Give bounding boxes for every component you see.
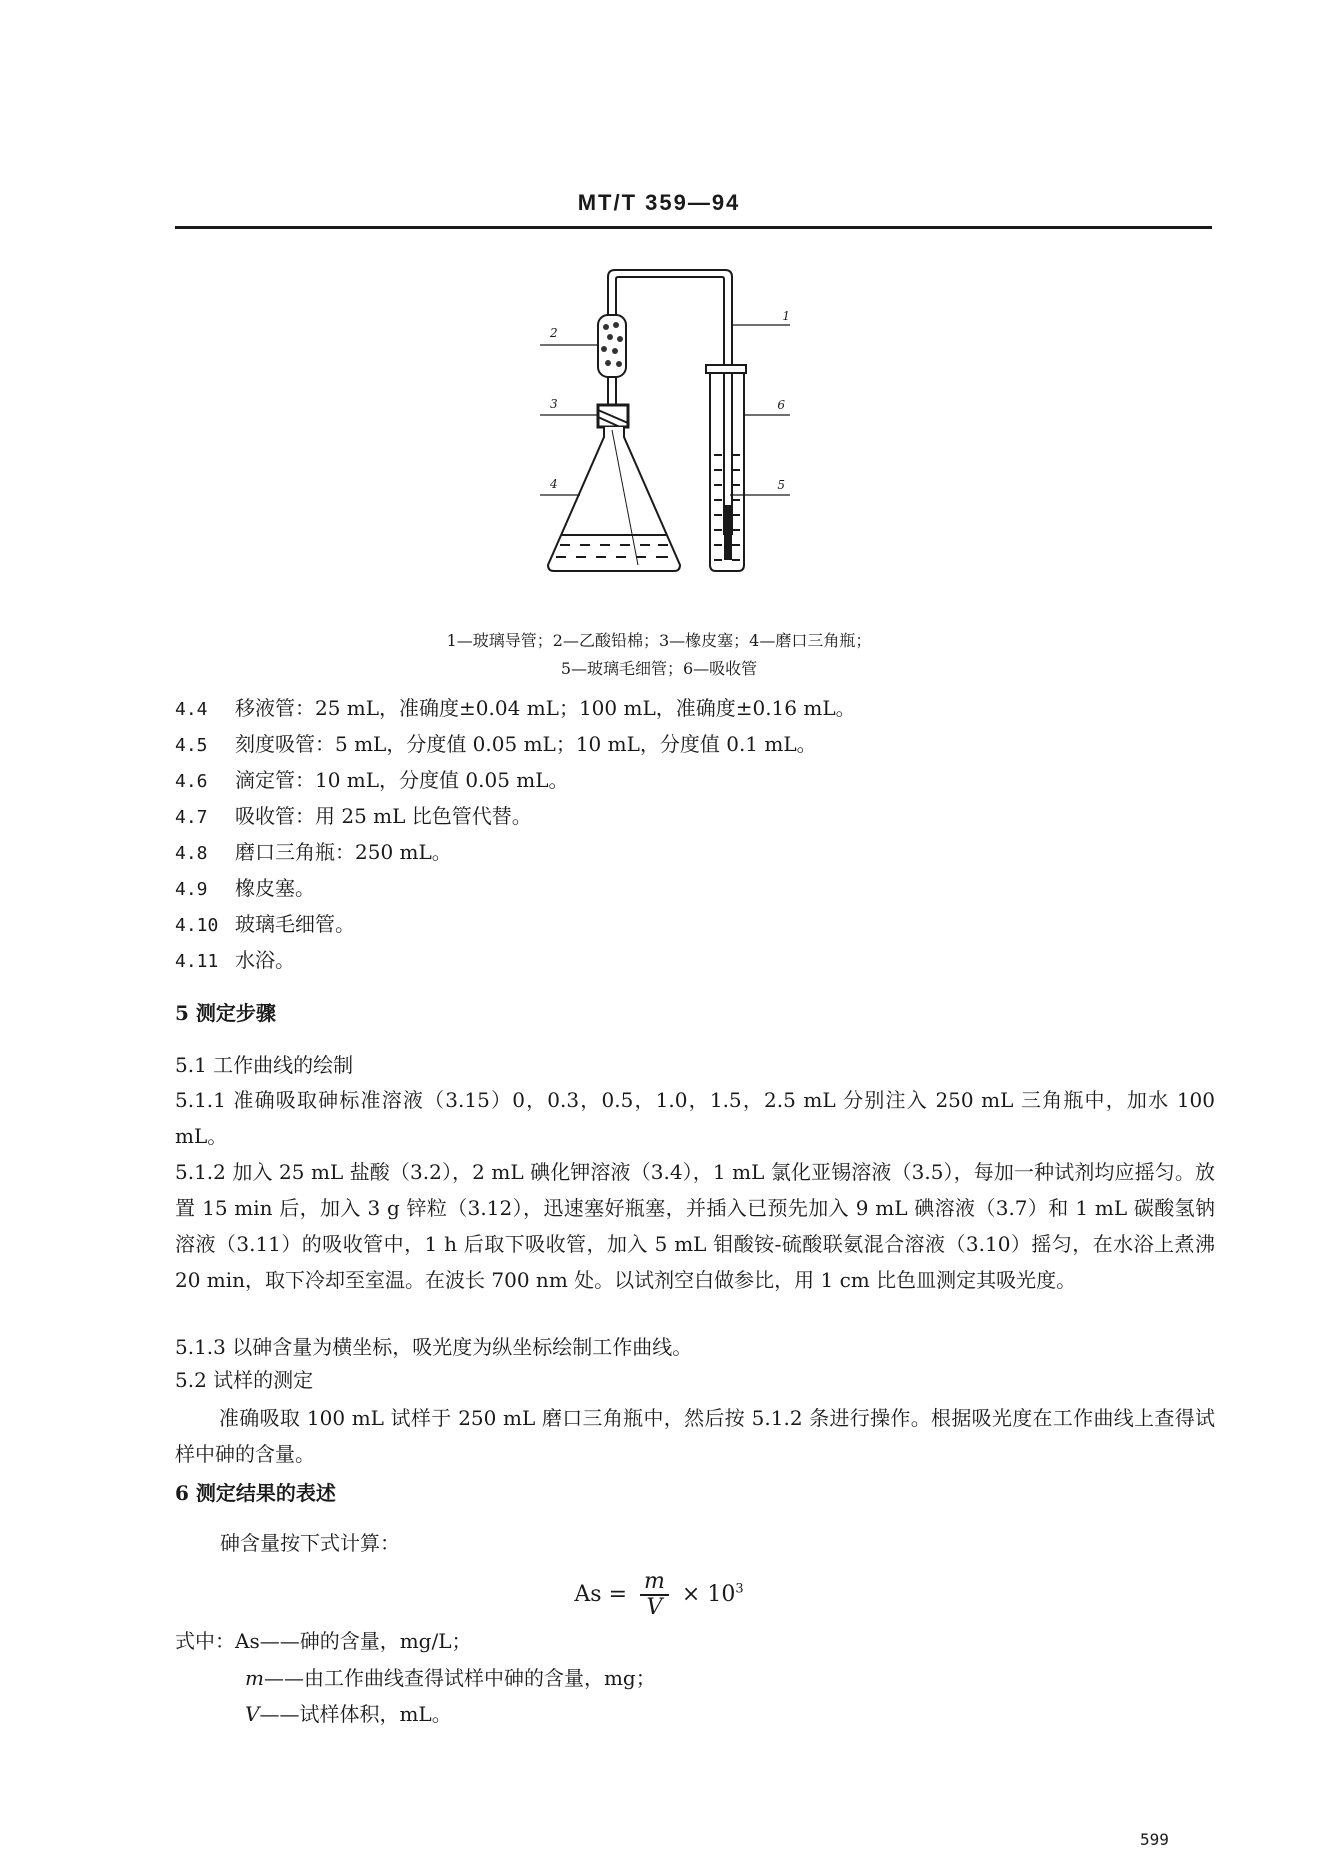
label-3: 3 xyxy=(550,397,558,411)
apparatus-diagram xyxy=(540,265,840,610)
equipment-item: 4.9 橡皮塞。 xyxy=(175,876,315,900)
equipment-item: 4.10 玻璃毛细管。 xyxy=(175,912,355,936)
paragraph-5-1-3: 5.1.3 以砷含量为横坐标，吸光度为纵坐标绘制工作曲线。 xyxy=(175,1335,693,1359)
section-5-title: 5 测定步骤 xyxy=(175,1001,276,1025)
subsection-5-1: 5.1 工作曲线的绘制 xyxy=(175,1053,354,1077)
paragraph-5-1-2: 5.1.2 加入 25 mL 盐酸（3.2），2 mL 碘化钾溶液（3.4），1 mL 氯化亚锡溶液（3.5），每加一种试剂均应摇匀。放置 15 min 后，加入 3 g 锌粒（3.12），迅速塞好瓶塞，并插入已预先加入 9 mL 碘溶液（3.7）和 1 mL 碳酸氢钠溶液（3.11）的吸收管中，1 h 后取下吸收管，加入 5 mL 钼酸铵-硫酸联氨混合溶液（3.10）摇匀，在水浴上煮沸 20 min，取下冷却至室温。在波长 700 nm 处。以试剂空白做参比，用 1 cm 比色皿测定其吸光度。 xyxy=(175,1160,1215,1292)
figure-caption-line-1: 1—玻璃导管；2—乙酸铅棉；3—橡皮塞；4—磨口三角瓶； xyxy=(446,631,872,650)
label-4: 4 xyxy=(550,477,558,491)
figure-caption-line-2: 5—玻璃毛细管；6—吸收管 xyxy=(560,659,758,678)
paragraph-5-1-1: 5.1.1 准确吸取砷标准溶液（3.15）0，0.3，0.5，1.0，1.5，2.5 mL 分别注入 250 mL 三角瓶中，加水 100 mL。 xyxy=(175,1088,1215,1148)
equipment-item: 4.5 刻度吸管：5 mL，分度值 0.05 mL；10 mL，分度值 0.1 mL。 xyxy=(175,732,817,756)
paragraph-5-2: 准确吸取 100 mL 试样于 250 mL 磨口三角瓶中，然后按 5.1.2 条进行操作。根据吸光度在工作曲线上查得试样中砷的含量。 xyxy=(175,1406,1215,1466)
equipment-item: 4.11 水浴。 xyxy=(175,948,295,972)
standard-code-header: MT/T 359—94 xyxy=(577,190,741,215)
equipment-item: 4.4 移液管：25 mL，准确度±0.04 mL；100 mL，准确度±0.16 mL。 xyxy=(175,696,856,720)
page-number: 599 xyxy=(1140,1830,1169,1849)
lead-acetate-tube xyxy=(598,315,626,377)
definition-v: V——试样体积，mL。 xyxy=(245,1702,452,1726)
arsenic-formula: As = $\frac{m}{V}$ × $10^3$ xyxy=(574,1569,744,1620)
glass-capillary xyxy=(724,505,732,560)
conical-flask xyxy=(548,427,680,571)
label-2: 2 xyxy=(550,326,558,340)
formula-intro: 砷含量按下式计算： xyxy=(220,1531,400,1555)
equipment-item: 4.6 滴定管：10 mL，分度值 0.05 mL。 xyxy=(175,768,569,792)
equipment-item: 4.8 磨口三角瓶：250 mL。 xyxy=(175,840,452,864)
definition-as: 式中：As——砷的含量，mg/L； xyxy=(175,1629,472,1653)
header-rule xyxy=(175,226,1212,229)
label-5: 5 xyxy=(777,478,785,492)
definition-m: m——由工作曲线查得试样中砷的含量，mg； xyxy=(245,1666,656,1690)
equipment-item: 4.7 吸收管：用 25 mL 比色管代替。 xyxy=(175,804,532,828)
subsection-5-2: 5.2 试样的测定 xyxy=(175,1368,314,1392)
label-6: 6 xyxy=(777,398,785,412)
section-6-title: 6 测定结果的表述 xyxy=(175,1481,336,1505)
label-1: 1 xyxy=(782,309,790,323)
